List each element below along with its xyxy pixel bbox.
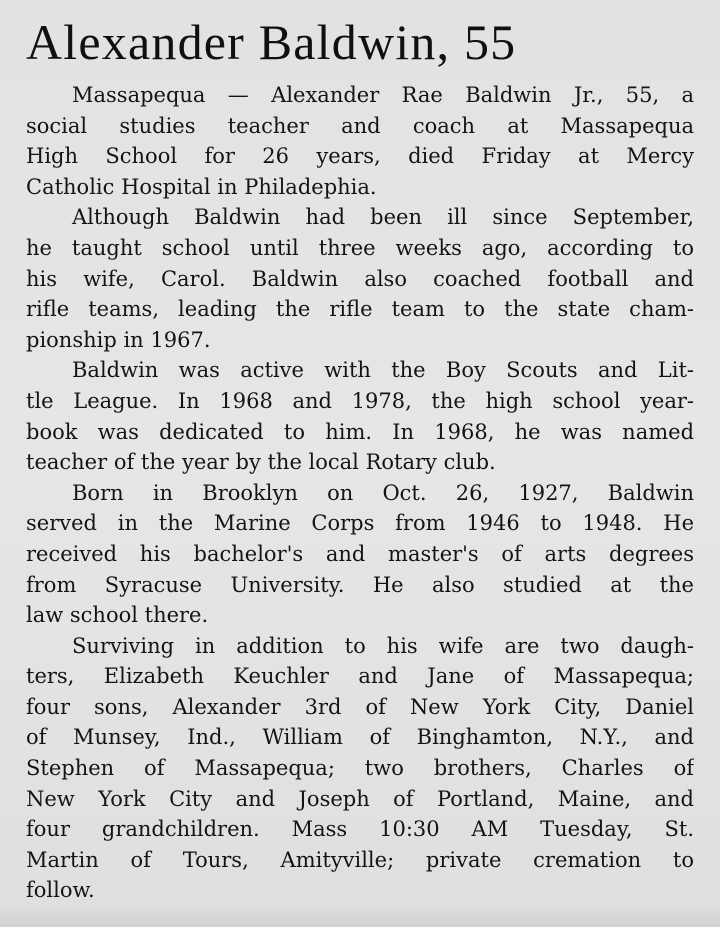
text-line: served in the Marine Corps from 1946 to 1948. He [26,511,694,536]
text-line: from Syracuse University. He also studied at the [26,572,694,597]
text-line: of Munsey, Ind., William of Binghamton, N.Y., and [26,725,694,750]
paragraph-start-line: Massapequa — Alexander Rae Baldwin Jr., 55, a [72,83,694,107]
text-line: pionship in 1967. [26,327,211,352]
paragraph-start-line: Surviving in addition to his wife are two daugh- [72,633,694,658]
bleed-through-edge [0,905,720,927]
text-line: Catholic Hospital in Philadephia. [26,174,377,199]
article-body [26,80,694,906]
paragraph-start-line: Although Baldwin had been ill since September, [72,205,694,230]
text-line: book was dedicated to him. In 1968, he was named [26,419,694,444]
text-line: ters, Elizabeth Keuchler and Jane of Massapequa; [26,664,694,689]
text-line: four grandchildren. Mass 10:30 AM Tuesday, St. [26,817,694,842]
text-line: rifle teams, leading the rifle team to the state cham- [26,297,694,322]
text-line: New York City and Joseph of Portland, Maine, and [26,786,694,811]
text-line: he taught school until three weeks ago, according to [26,235,694,260]
text-line: High School for 26 years, died Friday at Mercy [26,144,694,169]
text-line: law school there. [26,603,209,628]
text-line: tle League. In 1968 and 1978, the high school year- [26,388,694,413]
text-line: four sons, Alexander 3rd of New York City, Daniel [26,694,694,719]
text-line: teacher of the year by the local Rotary club. [26,450,496,475]
text-line: social studies teacher and coach at Massapequa [26,113,694,138]
paragraph-start-line: Born in Brooklyn on Oct. 26, 1927, Baldwin [72,480,694,505]
text-line: Stephen of Massapequa; two brothers, Charles of [26,756,694,781]
text-line: follow. [26,878,95,903]
headline: Alexander Baldwin, 55 [26,14,517,70]
text-line: received his bachelor's and master's of arts degrees [26,541,694,566]
paragraph-start-line: Baldwin was active with the Boy Scouts and Lit- [72,358,694,383]
text-line: his wife, Carol. Baldwin also coached football and [26,266,694,291]
text-line: Martin of Tours, Amityville; private cremation to [26,847,694,872]
